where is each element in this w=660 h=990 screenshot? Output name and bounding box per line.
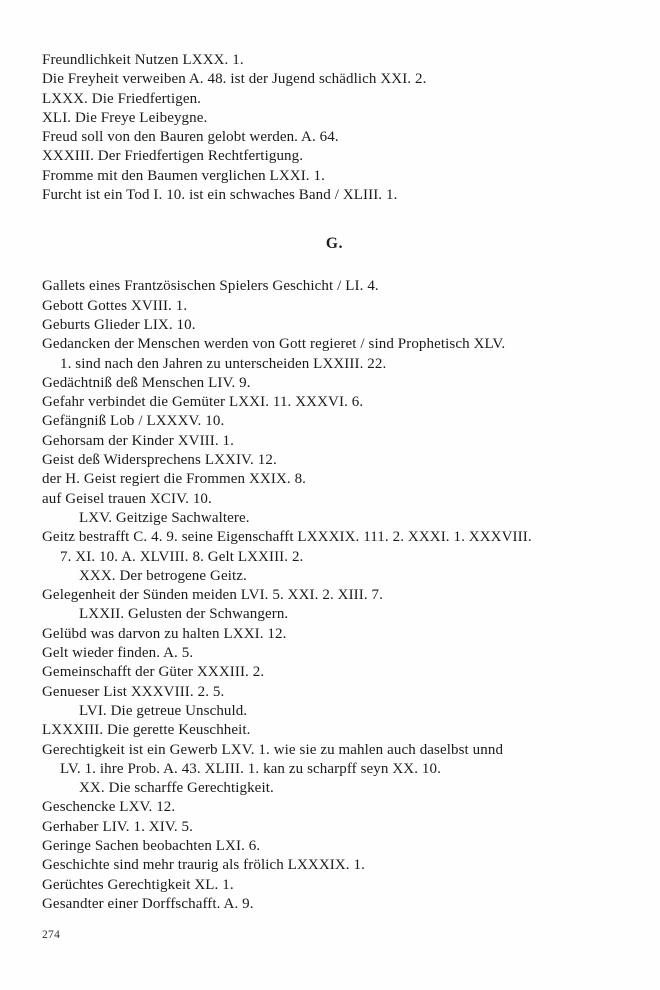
index-entry-line: Gelegenheit der Sünden meiden LVI. 5. XXI. 2. XIII. 7. [42, 587, 384, 604]
index-entry-line: XXXIII. Der Friedfertigen Rechtfertigung. [42, 148, 304, 165]
index-entry-line: Die Freyheit verweiben A. 48. ist der Jugend schädlich XXI. 2. [42, 71, 427, 88]
index-entry-line: 1. sind nach den Jahren zu unterscheiden LXXIII. 22. [60, 355, 387, 372]
index-entry-line: Furcht ist ein Tod I. 10. ist ein schwaches Band / XLIII. 1. [42, 187, 398, 204]
index-entry-line: XLI. Die Freye Leibeygne. [42, 109, 208, 126]
index-entry-line: Gedächtniß deß Menschen LIV. 9. [42, 374, 251, 391]
index-entry-line: Geschichte sind mehr traurig als frölich LXXXIX. 1. [42, 857, 365, 874]
index-entry-line: Gehorsam der Kinder XVIII. 1. [42, 432, 235, 449]
index-entry-line: LXXX. Die Friedfertigen. [42, 90, 202, 107]
index-entry-line: der H. Geist regiert die Frommen XXIX. 8. [42, 471, 307, 488]
index-entry-line: XX. Die scharffe Gerechtigkeit. [79, 780, 274, 797]
index-entry-line: Gedancken der Menschen werden von Gott regieret / sind Prophetisch XLV. [42, 336, 506, 353]
index-entry-line: Geitz bestrafft C. 4. 9. seine Eigenschafft LXXXIX. 111. 2. XXXI. 1. XXXVIII. [42, 529, 532, 546]
index-entry-line: XXX. Der betrogene Geitz. [79, 567, 247, 584]
index-entry-line: LV. 1. ihre Prob. A. 43. XLIII. 1. kan zu scharpff seyn XX. 10. [60, 760, 441, 777]
index-entry-line: Geringe Sachen beobachten LXI. 6. [42, 837, 261, 854]
index-entry-line: Gerüchtes Gerechtigkeit XL. 1. [42, 876, 234, 893]
index-entry-line: Fromme mit den Baumen verglichen LXXI. 1. [42, 167, 325, 184]
index-entry-line: LXXXIII. Die gerette Keuschheit. [42, 722, 251, 739]
index-entry-line: Gemeinschafft der Güter XXXIII. 2. [42, 664, 265, 681]
index-entry-line: Geschencke LXV. 12. [42, 799, 176, 816]
index-entry-line: LXV. Geitzige Sachwaltere. [79, 509, 250, 526]
index-entry-line: Gefängniß Lob / LXXXV. 10. [42, 413, 225, 430]
index-entry-line: auf Geisel trauen XCIV. 10. [42, 490, 212, 507]
index-entry-line: Freundlichkeit Nutzen LXXX. 1. [42, 52, 244, 68]
index-entry-line: LXXII. Gelusten der Schwangern. [79, 606, 289, 623]
index-entry-line: Gerechtigkeit ist ein Gewerb LXV. 1. wie sie zu mahlen auch daselbst unnd [42, 741, 504, 758]
index-entry-line: Geburts Glieder LIX. 10. [42, 316, 196, 333]
index-entry-line: Gebott Gottes XVIII. 1. [42, 297, 188, 314]
index-entry-line: 7. XI. 10. A. XLVIII. 8. Gelt LXXIII. 2. [60, 548, 304, 565]
index-entry-line: Geist deß Widersprechens LXXIV. 12. [42, 452, 277, 469]
index-entry-line: Gallets eines Frantzösischen Spielers Geschicht / LI. 4. [42, 278, 379, 295]
index-entry-line: Genueser List XXXVIII. 2. 5. [42, 683, 225, 700]
index-entry-line: Gesandter einer Dorffschafft. A. 9. [42, 895, 254, 912]
index-entry-line: LVI. Die getreue Unschuld. [79, 702, 248, 719]
index-entry-line: Gelt wieder finden. A. 5. [42, 645, 194, 662]
page-number: 274 [42, 929, 61, 941]
index-entry-line: Gefahr verbindet die Gemüter LXXI. 11. XXXVI. 6. [42, 394, 364, 411]
index-entry-line: Gerhaber LIV. 1. XIV. 5. [42, 818, 193, 835]
index-entry-line: Gelübd was darvon zu halten LXXI. 12. [42, 625, 287, 642]
index-entry-line: Freud soll von den Bauren gelobt werden. A. 64. [42, 129, 339, 146]
index-text-block [42, 51, 627, 914]
section-heading: G. [325, 235, 344, 253]
